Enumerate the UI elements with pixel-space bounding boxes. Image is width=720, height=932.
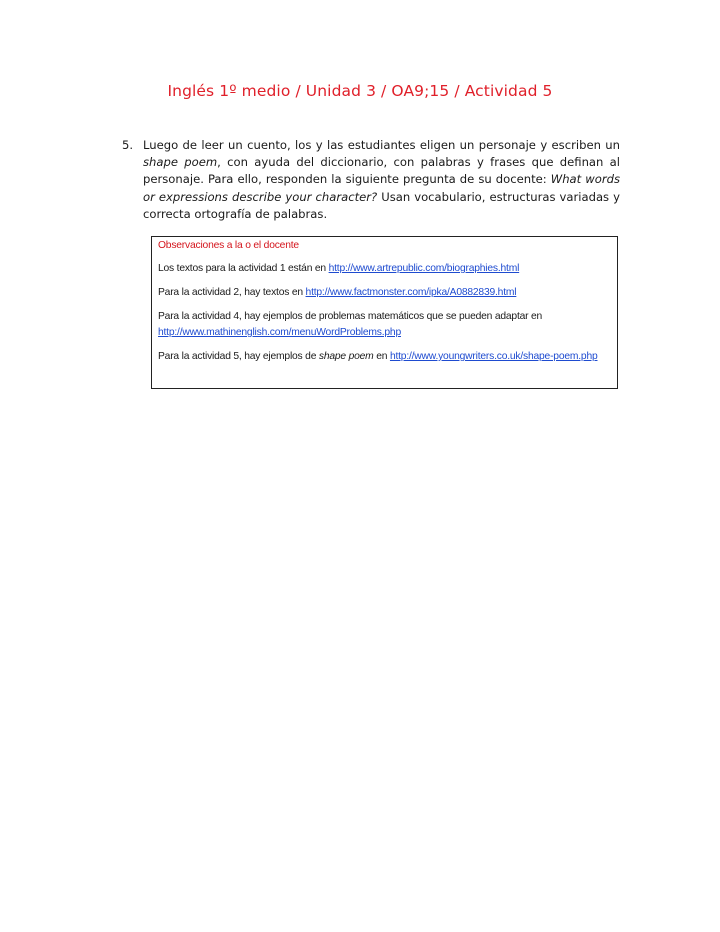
link-factmonster[interactable]: http://www.factmonster.com/ipka/A0882839.html — [305, 287, 517, 298]
observation-italic-term: shape poem — [318, 351, 374, 362]
teacher-observations-box — [151, 236, 618, 389]
observation-text: en — [373, 351, 390, 362]
activity-number: 5. — [122, 138, 134, 152]
observation-line-3 — [158, 309, 611, 341]
link-youngwriters[interactable]: http://www.youngwriters.co.uk/shape-poem.php — [389, 351, 598, 362]
activity-text-part: , con ayuda del diccionario, con palabras y frases que definan al personaje. Para ello, responden la siguiente pregunta de su docente: — [143, 155, 620, 187]
observation-line-4 — [158, 349, 611, 365]
observation-text: Para la actividad 2, hay textos en — [158, 287, 306, 298]
observation-text: Para la actividad 4, hay ejemplos de problemas matemáticos que se pueden adaptar en — [158, 311, 543, 322]
activity-text-part: Usan vocabulario, estructuras variadas y correcta ortografía de palabras. — [143, 189, 620, 221]
activity-italic-term: shape poem — [143, 155, 218, 170]
observations-title: Observaciones a la o el docente — [158, 240, 299, 251]
observation-text: Los textos para la actividad 1 están en — [158, 263, 329, 274]
link-artrepublic[interactable]: http://www.artrepublic.com/biographies.html — [328, 263, 520, 274]
activity-item — [122, 137, 620, 223]
activity-text-part: Luego de leer un cuento, los y las estudiantes eligen un personaje y escriben un — [143, 138, 620, 152]
observation-line-1 — [158, 261, 611, 277]
page-title: Inglés 1º medio / Unidad 3 / OA9;15 / Actividad 5 — [167, 82, 553, 100]
activity-text — [143, 137, 620, 223]
activity-question: What words or expressions describe your character? — [143, 172, 620, 204]
observation-line-2 — [158, 285, 611, 301]
link-mathinenglish[interactable]: http://www.mathinenglish.com/menuWordProblems.php — [158, 327, 401, 338]
observation-text: Para la actividad 5, hay ejemplos de — [158, 351, 319, 362]
